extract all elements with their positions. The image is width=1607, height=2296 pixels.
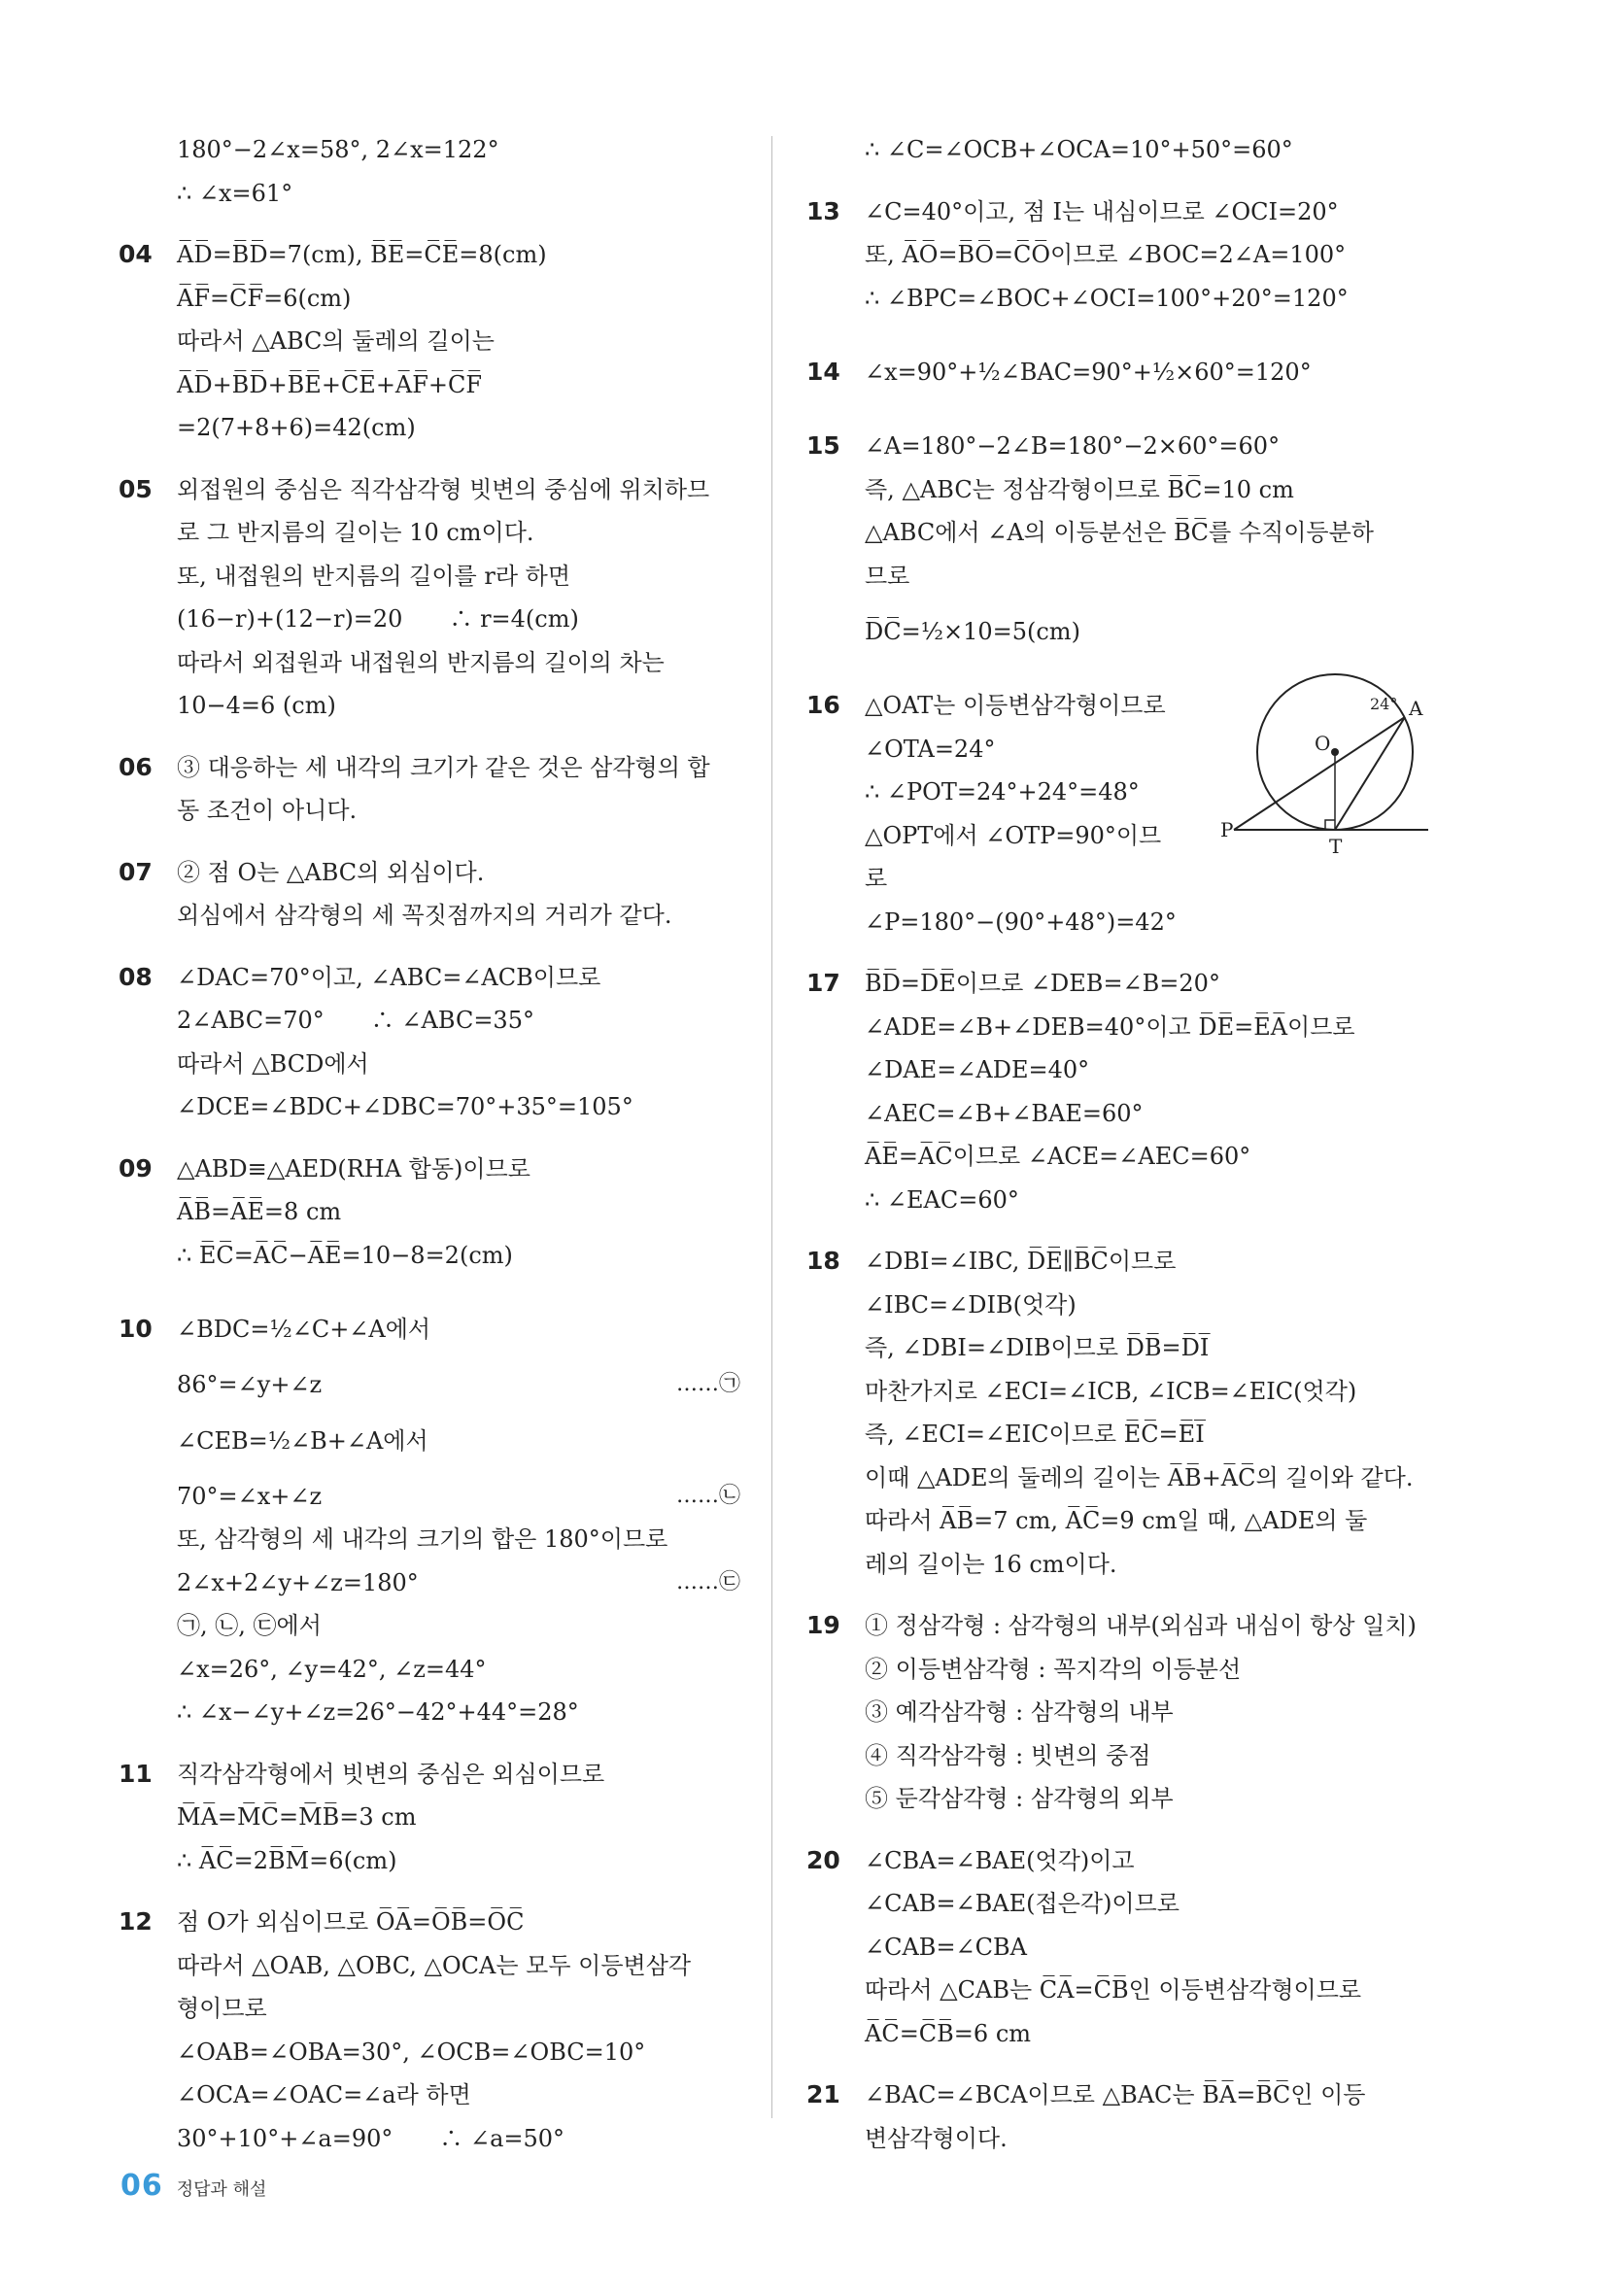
text-line: ④ 직각삼각형 : 빗변의 중점 — [865, 1741, 1151, 1769]
problem-06 — [119, 746, 740, 833]
text-line: A̅C̅=C̅B̅=6 cm — [865, 2019, 1032, 2047]
problem-number: 21 — [806, 2080, 840, 2108]
problem-12 — [119, 1901, 740, 2160]
problem-08 — [119, 956, 740, 1129]
text-line: 외접원의 중심은 직각삼각형 빗변의 중심에 위치하므 — [177, 475, 710, 503]
text-line — [177, 1363, 740, 1407]
text-line: 변삼각형이다. — [865, 2124, 1008, 2152]
equation: 86°=∠y+∠z — [177, 1371, 323, 1398]
text-line: ∠CBA=∠BAE(엇각)이고 — [865, 1846, 1135, 1874]
problem-10 — [119, 1295, 740, 1734]
problem-number: 10 — [119, 1315, 153, 1343]
text-line: ∴ ∠x−∠y+∠z=26°−42°+44°=28° — [177, 1698, 579, 1726]
text-line: 즉, ∠DBI=∠DIB이므로 D̅B̅=D̅I̅ — [865, 1334, 1210, 1361]
problem-17 — [806, 962, 1428, 1221]
problem-03-cont — [119, 128, 740, 215]
problem-number: 08 — [119, 962, 153, 991]
text-line — [177, 1561, 740, 1605]
text-line: A̅D̅=B̅D̅=7(cm), B̅E̅=C̅E̅=8(cm) — [177, 241, 547, 268]
text-line: 또, 내접원의 반지름의 길이를 r라 하면 — [177, 562, 571, 590]
text-line: 또, 삼각형의 세 내각의 크기의 합은 180°이므로 — [177, 1525, 668, 1553]
text-line: ∠BDC=½∠C+∠A에서 — [177, 1316, 431, 1343]
text-line: A̅D̅+B̅D̅+B̅E̅+C̅E̅+A̅F̅+C̅F̅ — [177, 370, 483, 398]
page-number: 06 — [120, 2169, 163, 2203]
text-line: ∠BAC=∠BCA이므로 △BAC는 B̅A̅=B̅C̅인 이등 — [865, 2081, 1366, 2108]
label-a: A — [1409, 697, 1423, 720]
text-line: 이때 △ADE의 둘레의 길이는 A̅B̅+A̅C̅의 길이와 같다. — [865, 1463, 1414, 1491]
text-line: 2∠ABC=70° ∴ ∠ABC=35° — [177, 1007, 534, 1034]
problem-number: 13 — [806, 196, 840, 225]
center-point — [1331, 748, 1339, 756]
problem-20 — [806, 1839, 1428, 2056]
text-line: ∠CAB=∠BAE(접은각)이므로 — [865, 1890, 1180, 1917]
text-line: 따라서 A̅B̅=7 cm, A̅C̅=9 cm일 때, △ADE의 둘 — [865, 1507, 1368, 1534]
problem-05 — [119, 468, 740, 728]
text-line: A̅B̅=A̅E̅=8 cm — [177, 1198, 342, 1225]
equation: 2∠x+2∠y+∠z=180° — [177, 1568, 419, 1596]
text-line: ∠A=180°−2∠B=180°−2×60°=60° — [865, 432, 1281, 460]
text-line: =2(7+8+6)=42(cm) — [177, 414, 416, 441]
text-line: 따라서 △BCD에서 — [177, 1049, 369, 1078]
problem-number: 17 — [806, 969, 840, 997]
text-line: ∴ ∠x=61° — [177, 179, 293, 207]
problem-18 — [806, 1240, 1428, 1586]
text-line: A̅F̅=C̅F̅=6(cm) — [177, 284, 352, 312]
text-line: ∴ ∠POT=24°+24°=48° — [865, 778, 1140, 805]
problem-number: 04 — [119, 240, 153, 268]
text-line: ∠P=180°−(90°+48°)=42° — [865, 908, 1177, 936]
text-line — [177, 1475, 740, 1519]
problem-15 — [806, 425, 1428, 666]
equation-mark: ……㉢ — [675, 1569, 740, 1594]
equation-mark: ……㉡ — [675, 1483, 740, 1508]
text-line: 형이므로 — [177, 1995, 267, 2022]
text-line: ∴ A̅C̅=2B̅M̅=6(cm) — [177, 1846, 397, 1874]
text-line: ② 이등변삼각형 : 꼭지각의 이등분선 — [865, 1655, 1242, 1683]
text-line: ∠CEB=½∠B+∠A에서 — [177, 1426, 428, 1455]
problem-number: 09 — [119, 1153, 153, 1182]
text-line: M̅A̅=M̅C̅=M̅B̅=3 cm — [177, 1803, 417, 1831]
text-line: △OAT는 이등변삼각형이므로 — [865, 692, 1166, 719]
text-line: ∠IBC=∠DIB(엇각) — [865, 1290, 1077, 1319]
text-line: 므로 — [865, 562, 910, 590]
text-line: ∴ E̅C̅=A̅C̅−A̅E̅=10−8=2(cm) — [177, 1241, 513, 1269]
problem-number: 06 — [119, 752, 153, 781]
text-line: ③ 대응하는 세 내각의 크기가 같은 것은 삼각형의 합 — [177, 753, 710, 781]
problem-13 — [806, 190, 1428, 321]
equation-mark: ……㉠ — [675, 1372, 740, 1396]
problem-21 — [806, 2073, 1428, 2160]
text-line: ∠CAB=∠CBA — [865, 1933, 1027, 1961]
problem-number: 05 — [119, 474, 153, 503]
text-line: 즉, ∠ECI=∠EIC이므로 E̅C̅=E̅I̅ — [865, 1421, 1205, 1448]
text-line: 30°+10°+∠a=90° ∴ ∠a=50° — [177, 2124, 565, 2152]
text-line: 180°−2∠x=58°, 2∠x=122° — [177, 136, 499, 163]
text-line: B̅D̅=D̅E̅이므로 ∠DEB=∠B=20° — [865, 970, 1220, 997]
text-line: D̅C̅=½×10=5(cm) — [865, 618, 1080, 645]
right-angle-mark — [1325, 820, 1335, 830]
text-line: 따라서 △OAB, △OBC, △OCA는 모두 이등변삼각 — [177, 1951, 692, 1979]
problem-04 — [119, 233, 740, 450]
text-line: A̅E̅=A̅C̅이므로 ∠ACE=∠AEC=60° — [865, 1143, 1251, 1170]
text-line: 따라서 외접원과 내접원의 반지름의 길이의 차는 — [177, 648, 665, 676]
label-angle: 24° — [1370, 695, 1398, 713]
text-line: ∠OCA=∠OAC=∠a라 하면 — [177, 2081, 471, 2108]
text-line: ∴ ∠EAC=60° — [865, 1185, 1019, 1214]
problem-number: 14 — [806, 358, 840, 386]
text-line: ∠AEC=∠B+∠BAE=60° — [865, 1099, 1144, 1127]
problem-11 — [119, 1753, 740, 1883]
problem-19 — [806, 1604, 1428, 1821]
problem-09 — [119, 1148, 740, 1278]
text-line: ㉠, ㉡, ㉢에서 — [177, 1612, 322, 1639]
text-line: 10−4=6 (cm) — [177, 692, 336, 719]
text-line: 따라서 △ABC의 둘레의 길이는 — [177, 327, 495, 355]
equation: 70°=∠x+∠z — [177, 1482, 323, 1510]
problem-number: 12 — [119, 1907, 153, 1936]
text-line: ∴ ∠C=∠OCB+∠OCA=10°+50°=60° — [865, 136, 1293, 163]
text-line: 로 그 반지름의 길이는 10 cm이다. — [177, 519, 534, 546]
problem-number: 20 — [806, 1845, 840, 1874]
label-t: T — [1329, 835, 1343, 858]
text-line: 외심에서 삼각형의 세 꼭짓점까지의 거리가 같다. — [177, 902, 672, 929]
problem-07 — [119, 851, 740, 938]
text-line: ② 점 O는 △ABC의 외심이다. — [177, 858, 485, 886]
segment-ta — [1335, 717, 1405, 830]
problem-12-cont — [806, 128, 1428, 172]
problem-number: 07 — [119, 857, 153, 886]
right-column — [806, 128, 1428, 2178]
text-line: ⑤ 둔각삼각형 : 삼각형의 외부 — [865, 1785, 1174, 1812]
text-line: △ABD≡△AED(RHA 합동)이므로 — [177, 1154, 530, 1182]
text-line: 또, A̅O̅=B̅O̅=C̅O̅이므로 ∠BOC=2∠A=100° — [865, 241, 1347, 268]
text-line: ∠DCE=∠BDC+∠DBC=70°+35°=105° — [177, 1093, 633, 1120]
problem-number: 19 — [806, 1611, 840, 1639]
text-line: ∠OAB=∠OBA=30°, ∠OCB=∠OBC=10° — [177, 2038, 646, 2066]
text-line: 직각삼각형에서 빗변의 중심은 외심이므로 — [177, 1760, 605, 1788]
label-p: P — [1220, 818, 1234, 841]
label-o: O — [1315, 732, 1331, 755]
text-line: ∠C=40°이고, 점 I는 내심이므로 ∠OCI=20° — [865, 197, 1339, 225]
text-line: ③ 예각삼각형 : 삼각형의 내부 — [865, 1698, 1174, 1726]
text-line: ∠OTA=24° — [865, 735, 996, 763]
text-line: ∠DAC=70°이고, ∠ABC=∠ACB이므로 — [177, 963, 601, 991]
problem-number: 16 — [806, 691, 840, 719]
text-line: △ABC에서 ∠A의 이등분선은 B̅C̅를 수직이등분하 — [865, 519, 1374, 546]
text-line: 레의 길이는 16 cm이다. — [865, 1550, 1117, 1578]
page-footer — [120, 2169, 266, 2203]
column-divider — [771, 136, 772, 2118]
problem-14 — [806, 338, 1428, 406]
text-line: 로 — [865, 865, 888, 892]
problem-number: 15 — [806, 431, 840, 460]
problem-number: 18 — [806, 1247, 840, 1275]
text-line: ∠DAE=∠ADE=40° — [865, 1056, 1090, 1083]
text-line: △OPT에서 ∠OTP=90°이므 — [865, 821, 1162, 849]
text-line: ∠x=90°+½∠BAC=90°+½×60°=120° — [865, 359, 1312, 386]
text-line: 동 조건이 아니다. — [177, 797, 358, 824]
text-line: 따라서 △CAB는 C̅A̅=C̅B̅인 이등변삼각형이므로 — [865, 1976, 1362, 2004]
text-line: 마찬가지로 ∠ECI=∠ICB, ∠ICB=∠EIC(엇각) — [865, 1377, 1357, 1405]
text-line: ∴ ∠BPC=∠BOC+∠OCI=100°+20°=120° — [865, 284, 1349, 312]
circle-tangent-figure — [1214, 668, 1428, 863]
text-line: ∠DBI=∠IBC, D̅E̅∥B̅C̅이므로 — [865, 1248, 1177, 1275]
footer-label: 정답과 해설 — [176, 2179, 267, 2200]
left-column — [119, 128, 740, 2178]
text-line: ∠ADE=∠B+∠DEB=40°이고 D̅E̅=E̅A̅이므로 — [865, 1012, 1355, 1041]
text-line: (16−r)+(12−r)=20 ∴ r=4(cm) — [177, 605, 579, 633]
text-line: ∠x=26°, ∠y=42°, ∠z=44° — [177, 1655, 487, 1683]
text-line: 즉, △ABC는 정삼각형이므로 B̅C̅=10 cm — [865, 475, 1294, 503]
problem-number: 11 — [119, 1759, 153, 1788]
text-line: 점 O가 외심이므로 O̅A̅=O̅B̅=O̅C̅ — [177, 1908, 525, 1936]
text-line: ① 정삼각형 : 삼각형의 내부(외심과 내심이 항상 일치) — [865, 1612, 1417, 1639]
